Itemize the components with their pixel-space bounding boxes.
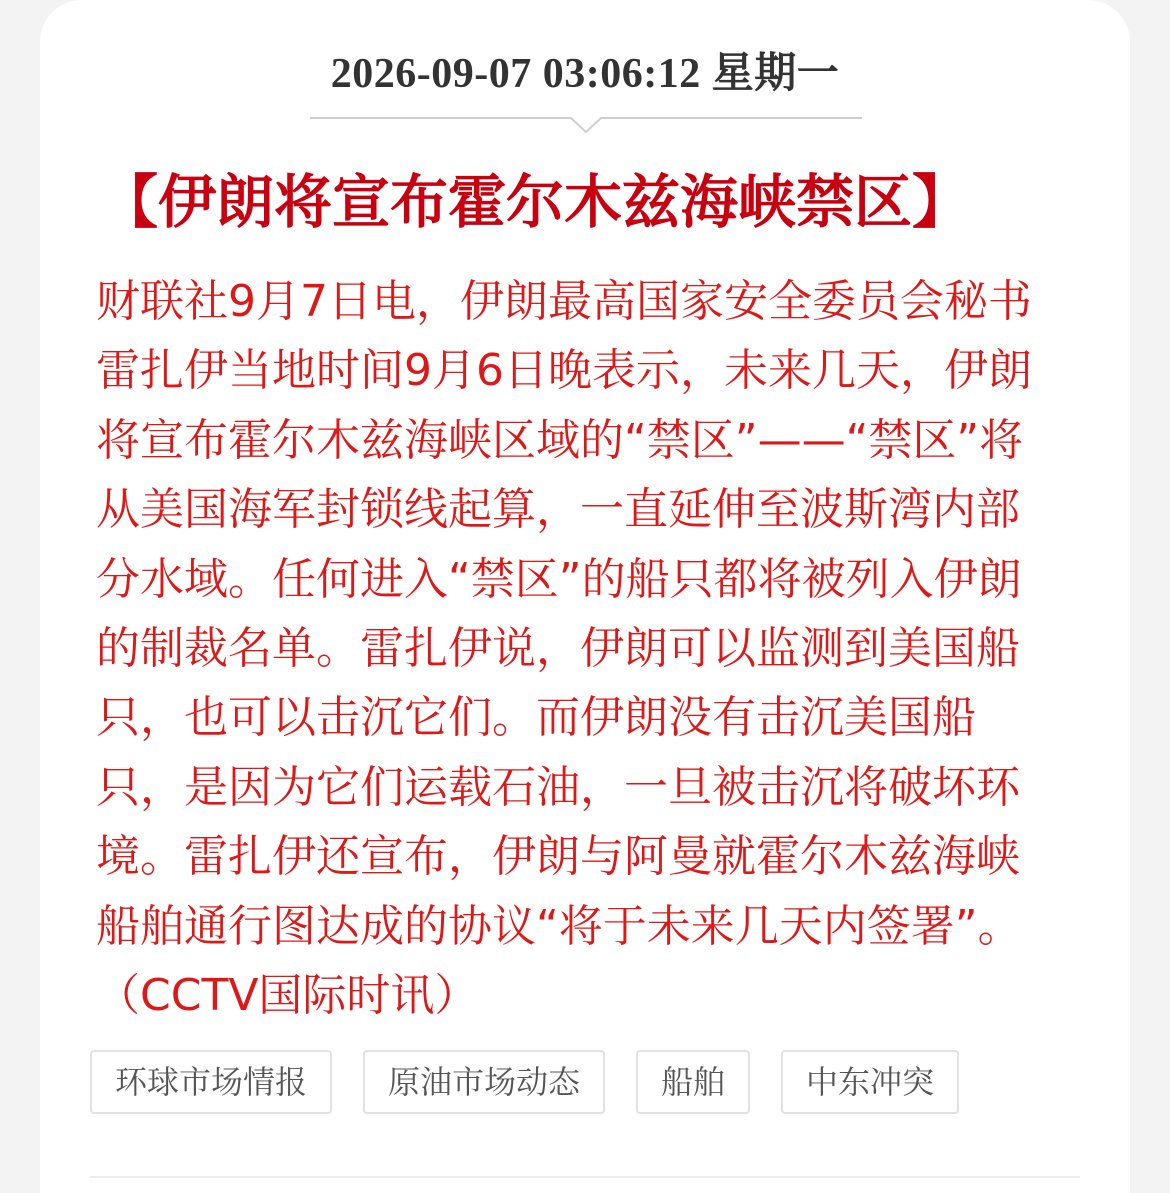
article-body-line: 只，是因为它们运载石油，一旦被击沉将破坏环 bbox=[96, 761, 1020, 813]
tag-global-market-intel[interactable]: 环球市场情报 bbox=[90, 1050, 332, 1114]
tag-list bbox=[90, 1050, 959, 1114]
article-body-line: 船舶通行图达成的协议“将于未来几天内签署”。 bbox=[96, 900, 1022, 952]
bottom-divider bbox=[90, 1176, 1080, 1178]
article-body-line: 只，也可以击沉它们。而伊朗没有击沉美国船 bbox=[96, 692, 976, 744]
article-card bbox=[40, 0, 1130, 1193]
tag-crude-oil-market[interactable]: 原油市场动态 bbox=[363, 1050, 605, 1114]
tag-shipping[interactable]: 船舶 bbox=[636, 1050, 750, 1114]
article-body-line: 将宣布霍尔木兹海峡区域的“禁区”——“禁区”将 bbox=[96, 414, 1024, 466]
article-body-line: 雷扎伊当地时间9月6日晚表示，未来几天，伊朗 bbox=[96, 345, 1032, 397]
tag-middle-east-conflict[interactable]: 中东冲突 bbox=[781, 1050, 959, 1114]
article-body-line: 财联社9月7日电，伊朗最高国家安全委员会秘书 bbox=[96, 276, 1032, 327]
date-divider bbox=[310, 114, 862, 136]
article-body bbox=[96, 267, 1032, 1030]
article-body-line: 从美国海军封锁线起算，一直延伸至波斯湾内部 bbox=[96, 484, 1020, 536]
article-title: 【伊朗将宣布霍尔木兹海峡禁区】 bbox=[100, 168, 971, 236]
article-body-line: 境。雷扎伊还宣布，伊朗与阿曼就霍尔木兹海峡 bbox=[96, 831, 1020, 883]
article-source-line: （CCTV国际时讯） bbox=[96, 970, 479, 1022]
article-body-line: 的制裁名单。雷扎伊说，伊朗可以监测到美国船 bbox=[96, 623, 1020, 675]
article-body-line: 分水域。任何进入“禁区”的船只都将被列入伊朗 bbox=[96, 553, 1022, 605]
publish-datetime: 2026-09-07 03:06:12 星期一 bbox=[330, 51, 840, 97]
